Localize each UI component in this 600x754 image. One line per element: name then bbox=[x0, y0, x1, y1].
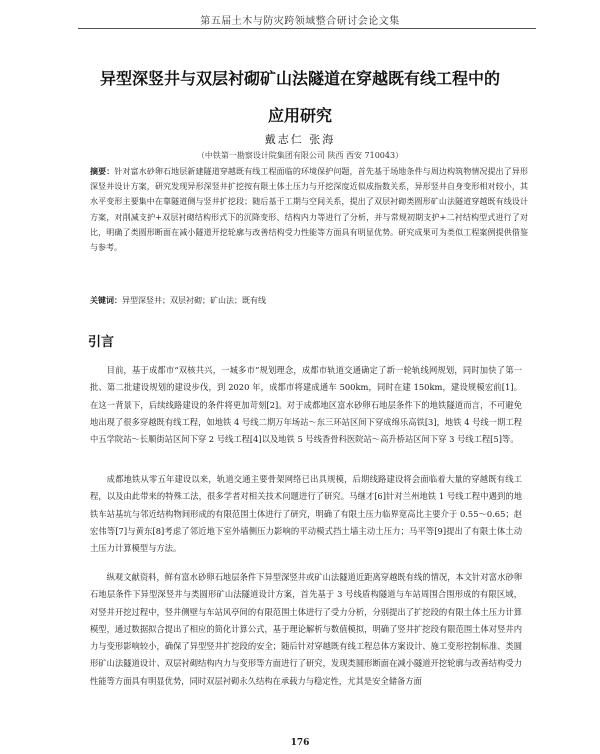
affiliation: （中铁第一勘察设计院集团有限公司 陕西 西安 710043） bbox=[196, 151, 404, 160]
page-number: 176 bbox=[290, 738, 310, 748]
header-rule bbox=[78, 28, 536, 29]
paper-title-line-2: 应用研究 bbox=[267, 106, 332, 125]
body-paragraph-3 bbox=[90, 569, 522, 690]
authors: 戴志仁 张海 bbox=[264, 133, 336, 146]
abstract-label: 摘要： bbox=[90, 167, 115, 176]
paragraph-text: 目前，基于成都市“双核共兴，一城多市”规划理念，成都市轨道交通确定了新一轮轨线网规划，同时加快了第一批、第二批建设规划的建设步伐，到 2020 年，成都市将建成通车 500km，同时在建 150km，建设规模宏前[1]。在这一背景下，后续线路建设的条件将更加苛刻[2]。对于成都地区富水砂卵石地层条件下的地铁隧道而言，不可避免地出现了很多穿越既有线工程，如地铁 4 号线二期万年场站～东三环站区间下穿成绵乐高铁[3]，地铁 4 号线一期工程中五学院站～长顺街站区间下穿 2 号线工程[4]以及地铁 5 号线香骨科医院站～高升桥站区间下穿 3 号线工程[5]等。 bbox=[90, 365, 522, 445]
abstract-text: 针对富水砂卵石地层新建隧道穿越既有线工程面临的环境保护问题，首先基于场地条件与周边构筑物情况提出了异形深竖井设计方案，研究发现异形深竖井扩挖按有限土体土压力与开挖深度近似成指数关系，异形竖井自身变形相对较小，其水平变形主要集中在靠隧道侧与竖井扩挖段；随后基于工期与空间关系，提出了双层衬砌类圆形矿山法隧道穿越既有线设计方案，对削减支护+双层衬砌结构形式下的沉降变形、结构内力等进行了分析，并与常规初期支护+二衬结构型式进行了对比，明确了类圆形断面在减小隧道开挖轮廓与改善结构受力性能等方面具有明显优势。研究成果可为类似工程案例提供借鉴与参考。 bbox=[90, 167, 528, 253]
keywords-label: 关键词： bbox=[90, 296, 122, 305]
paper-title-line-1: 异型深竖井与双层衬砌矿山法隧道在穿越既有线工程中的 bbox=[99, 69, 500, 88]
keywords-text: 异型深竖井；双层衬砌；矿山法；既有线 bbox=[122, 296, 266, 305]
paragraph-text: 成都地铁从零五年建设以来，轨道交通主要骨架网络已出具规模，后期线路建设将会面临着大量的穿越既有线工程，以及由此带来的特殊工法，很多学者对相关技术问题进行了研究。马继才[6]针对兰州地铁 1 号线工程中遇到的地铁车站基坑与邻近结构物间形成的有限范围土体进行了研究，明确了有限土压力临界宽高比主要介于 0.55～0.65；赵宏伟等[7]与黄东[8]考虑了邻近地下室外墙侧压力影响的平动模式挡土墙主动土压力；马平等[9]提出了有限土体土动土压力计算模型与方法。 bbox=[90, 474, 522, 554]
running-header: 第五届土木与防灾跨领域整合研讨会论文集 bbox=[200, 16, 400, 27]
abstract bbox=[90, 164, 528, 255]
keywords bbox=[90, 295, 528, 306]
section-heading-intro: 引言 bbox=[88, 335, 115, 350]
paragraph-text: 纵观文献资料，鲜有富水砂卵石地层条件下异型深竖井或矿山法隧道近距离穿越既有线的情况，本文针对富水砂卵石地层条件下异型深竖井与类圆形矿山法隧道设计方案，首先基于 3 号线盾构隧道与车站周围合围形成的有限区域，对竖井开挖过程中，竖井侧壁与车站风亭间的有限范围土体进行了受力分析，分别提出了扩挖段的有限土体土压力计算模型，通过数据拟合提出了相应的简化计算公式，基于理论解析与数值模拟，明确了竖井扩挖段有限范围土体对竖井内力与变形影响较小，确保了异型竖井扩挖段的安全；随后针对穿越既有线工程总体方案设计、施工变形控制标准、类圆形矿山法隧道设计、双层衬砌结构内力与变形等方面进行了研究，发现类圆形断面在减小隧道开挖轮廓与改善结构受力性能等方面具有明显优势，同时双层衬砌永久结构在承载力与稳定性，尤其是安全储备方面 bbox=[90, 572, 522, 686]
body-paragraph-2 bbox=[90, 471, 522, 557]
body-paragraph-1 bbox=[90, 362, 522, 448]
